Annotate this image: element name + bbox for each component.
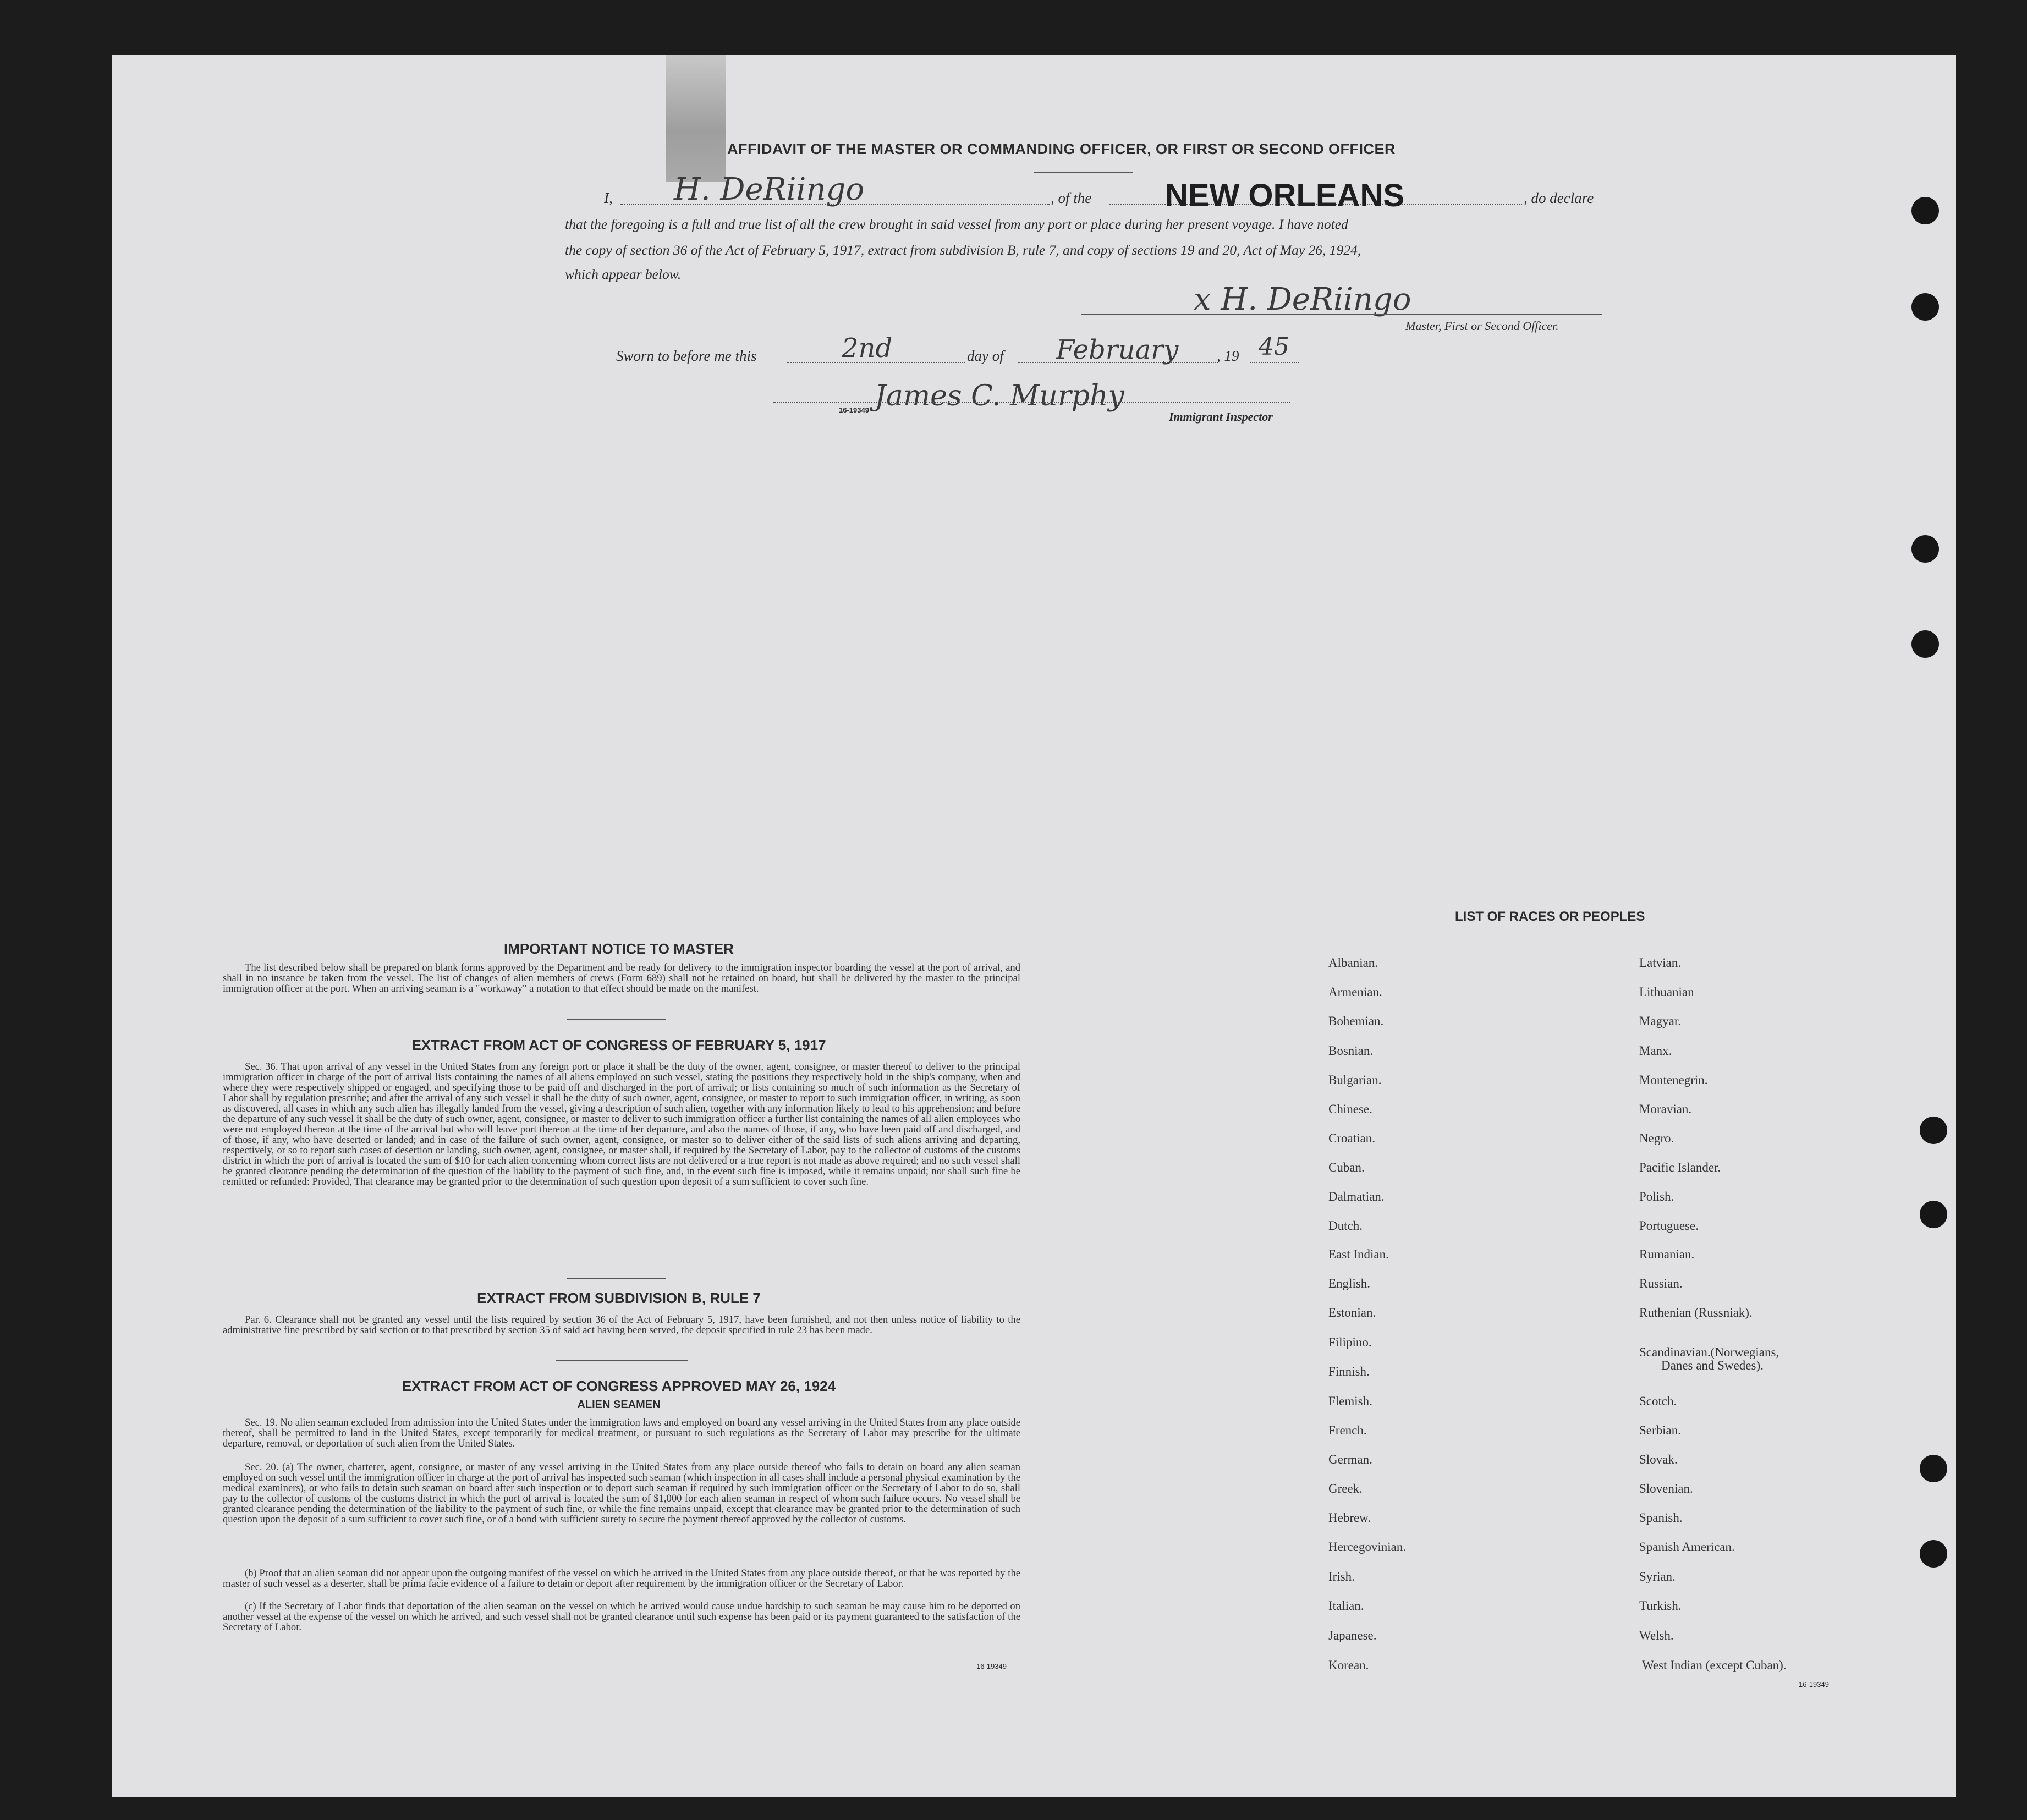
race-left: French. [1328,1423,1367,1437]
rule7-rule [556,1360,688,1361]
race-left: East Indian. [1328,1247,1389,1261]
race-left: Greek. [1328,1482,1363,1495]
race-right: Polish. [1639,1190,1674,1203]
race-left: Bohemian. [1328,1014,1384,1028]
race-left: Cuban. [1328,1161,1365,1174]
binder-hole [1911,535,1939,563]
sworn-year: 45 [1259,333,1289,361]
race-right: Montenegrin. [1639,1073,1708,1087]
race-right: Portuguese. [1639,1219,1699,1233]
extract-1924-subtitle: ALIEN SEAMEN [577,1399,661,1411]
race-right: Negro. [1639,1131,1674,1145]
race-left: Japanese. [1328,1629,1377,1642]
binder-hole [1920,1455,1947,1482]
day-of-label: day of [967,348,1004,364]
notice-text: The list described below shall be prepared on blank forms approved by the Department and be ready for delivery to the immigration inspector boarding the vessel at the port of arrival, and shall in no instance be taken from the vessel. The list of changes of alien members of crews (Form 689) shall not be retained on board, but shall be delivered by the master to the principal immigration officer at the port. When an arriving seaman is a "workaway" a notation to that effect should be made on the manifest. [223,963,1020,994]
race-right: Turkish. [1639,1599,1682,1613]
inspector-line [773,402,1290,403]
officer-signature: x H. DeRiingo [1194,282,1411,317]
affidavit-line-2: that the foregoing is a full and true list of all the crew brought in said vessel from any port or place during her present voyage. I have noted [565,216,1348,232]
race-left: Chinese. [1328,1102,1372,1116]
race-right: Latvian. [1639,956,1681,970]
signer-name: H. DeRiingo [674,172,865,207]
sworn-prefix: Sworn to before me this [616,348,757,364]
binder-hole [1920,1540,1947,1568]
race-right: West Indian (except Cuban). [1642,1658,1787,1672]
race-right: Slovenian. [1639,1482,1693,1495]
race-left: Bosnian. [1328,1044,1374,1058]
binder-hole [1920,1201,1947,1228]
race-left: Hercegovinian. [1328,1540,1407,1554]
race-right: Serbian. [1639,1423,1682,1437]
race-right: Lithuanian [1639,985,1694,999]
binder-hole [1911,293,1939,321]
race-right: Danes and Swedes). [1661,1359,1764,1372]
race-left: Filipino. [1328,1335,1372,1349]
inspector-signature: James C. Murphy [875,380,1124,413]
race-left: Armenian. [1328,985,1382,999]
vessel-name: NEW ORLEANS [1165,178,1404,213]
affidavit-title: AFFIDAVIT OF THE MASTER OR COMMANDING OFFICER, OR FIRST OR SECOND OFFICER [727,141,1396,157]
race-left: Dutch. [1328,1219,1363,1233]
race-left: Finnish. [1328,1365,1370,1378]
race-left: English. [1328,1277,1371,1290]
race-left: Irish. [1328,1570,1355,1583]
affidavit-line-4: which appear below. [565,266,682,282]
race-right: Slovak. [1639,1453,1678,1466]
notice-rule [567,1019,666,1020]
officer-caption: Master, First or Second Officer. [1405,319,1559,333]
binder-hole [1920,1117,1947,1144]
sec19-text: Sec. 19. No alien seaman excluded from admission into the United States under the immigration laws and employed on board any vessel arriving in the United States from any place outside thereof, shall be permitted to land in the United States, except temporarily for medical treatment, or pursuant to such regulations as the Secretary of Labor may prescribe for the ultimate departure, removal, or deportation of such alien from the United States. [223,1417,1020,1449]
rule7-text: Par. 6. Clearance shall not be granted any vessel until the lists required by section 36 of the Act of February 5, 1917, have been furnished, and not then unless notice of liability to the administrative fine prescribed by said section or to that prescribed by section 35 of said act having been served, the deposit specified in rule 23 has been made. [223,1315,1020,1336]
affidavit-i-label: I, [604,190,613,206]
race-right: Russian. [1639,1277,1683,1290]
tape-strip [666,55,726,182]
sec20c-text: (c) If the Secretary of Labor finds that deportation of the alien seaman on the vessel on which he arrived would cause undue hardship to such seaman he may cause him to be deported on another vessel at the expense of the vessel on which he arrived, and such vessel shall not be granted clearance until such expense has been paid or its payment guaranteed to the satisfaction of the Secretary of Labor. [223,1601,1020,1633]
form-number-right: 16-19349 [1799,1680,1829,1689]
race-right: Spanish American. [1639,1540,1735,1554]
race-right: Scandinavian.(Norwegians, [1639,1345,1779,1359]
extract-1917-rule [567,1278,666,1279]
rule7-title: EXTRACT FROM SUBDIVISION B, RULE 7 [477,1290,761,1306]
race-right: Pacific Islander. [1639,1161,1721,1174]
race-right: Welsh. [1639,1629,1674,1642]
race-left: Italian. [1328,1599,1364,1613]
title-rule [1034,172,1133,173]
races-title: LIST OF RACES OR PEOPLES [1455,909,1645,924]
race-left: Dalmatian. [1328,1190,1385,1203]
race-right: Syrian. [1639,1570,1676,1583]
race-left: Flemish. [1328,1394,1372,1408]
extract-1917-title: EXTRACT FROM ACT OF CONGRESS OF FEBRUARY 5, 1917 [411,1037,826,1053]
race-right: Magyar. [1639,1014,1682,1028]
race-right: Spanish. [1639,1511,1683,1525]
race-left: German. [1328,1453,1372,1466]
year-prefix: , 19 [1217,348,1239,364]
sec20a-text: Sec. 20. (a) The owner, charterer, agent, consignee, or master of any vessel arriving in the United States from any place outside thereof who fails to detain on board any alien seaman employed on such vessel until the immigration officer in charge at the port of arrival has inspected such seaman (which inspection in all cases shall include a personal physical examination by the medical examiners), or who fails to detain such seaman on board after such inspection or to deport such seaman if required by such immigration officer or the Secretary of Labor to do so, shall pay to the collector of customs of the customs district in which the port of arrival is located the sum of $1,000 for each alien seaman in respect of whom such failure occurs. No vessel shall be granted clearance pending the determination of the liability to the payment of such fine, or while the fine remains unpaid, except that clearance may be granted prior to the determination of such question upon the deposit of a sum sufficient to cover such fine, or of a bond with sufficient surety to secure the payment thereof approved by the collector of customs. [223,1462,1020,1525]
race-left: Hebrew. [1328,1511,1371,1525]
extract-1924-title: EXTRACT FROM ACT OF CONGRESS APPROVED MAY 26, 1924 [402,1378,836,1394]
race-right: Rumanian. [1639,1247,1695,1261]
binder-hole [1911,630,1939,658]
form-number-left: 16-19349 [976,1662,1007,1670]
affidavit-line-3: the copy of section 36 of the Act of February 5, 1917, extract from subdivision B, rule 7, and copy of sections 19 and 20, Act of May 26, 1924, [565,242,1361,258]
race-left: Albanian. [1328,956,1378,970]
race-left: Korean. [1328,1658,1369,1672]
sworn-month: February [1056,334,1179,365]
race-left: Croatian. [1328,1131,1375,1145]
sec20b-text: (b) Proof that an alien seaman did not appear upon the outgoing manifest of the vessel on which he arrived in the United States from any place outside thereof, or that he was reported by the master of such vessel as a deserter, shall be prima facie evidence of a failure to detain or deport after requirement by the immigration officer or the Secretary of Labor. [223,1568,1020,1590]
do-declare-label: , do declare [1524,190,1594,206]
inspector-caption: Immigrant Inspector [1169,410,1273,424]
race-right: Moravian. [1639,1102,1692,1116]
officer-signature-line [1081,314,1602,315]
race-left: Estonian. [1328,1306,1376,1319]
sworn-year-line [1250,362,1299,363]
form-number-top: 16-19349 [839,406,869,414]
race-left: Bulgarian. [1328,1073,1382,1087]
notice-title: IMPORTANT NOTICE TO MASTER [504,941,734,957]
extract-1917-text: Sec. 36. That upon arrival of any vessel in the United States from any foreign port or place it shall be the duty of the owner, agent, consignee, or master thereof to deliver to the principal immigration officer in charge of the port of arrival lists containing the names of all aliens employed on such vessel, stating the positions they respectively hold in the ship's company, when and where they were respectively shipped or engaged, and specifying those to be paid off and discharged in the port of arrival; or lists containing so much of such information as the Secretary of Labor shall by regulation prescribe; and after the arrival of any such vessel it shall be the duty of such owner, agent, consignee, or master to report to such immigration officer, in writing, as soon as discovered, all cases in which any such alien has illegally landed from the vessel, giving a description of such alien, together with any information likely to lead to his apprehension; and before the departure of any such vessel it shall be the duty of such owner, agent, consignee, or master to deliver to such immigration officer a further list containing the names of all alien employees who were not employed thereon at the time of the arrival but who will leave port thereon at the time of her departure, and also the names of those, if any, who have been paid off and discharged, and of those, if any, who have deserted or landed; and in case of the failure of such owner, agent, consignee, or master so to deliver either of the said lists of such aliens arriving and departing, respectively, or so to report such cases of desertion or landing, such owner, agent, consignee, or master shall, if required by the Secretary of Labor, pay to the collector of customs of the customs district in which the port of arrival is located the sum of $10 for each alien concerning whom correct lists are not delivered or a true report is not made as above required; and no such vessel shall be granted clearance pending the determination of the question of the liability to the payment of such fine, and, in the event such fine is imposed, while it remains unpaid; nor shall such fine be remitted or refunded: Provided, That clearance may be granted prior to the determination of such question upon deposit of a sum sufficient to cover such fine. [223,1062,1020,1187]
race-right: Scotch. [1639,1394,1677,1408]
of-the-label: , of the [1051,190,1092,206]
race-right: Manx. [1639,1044,1672,1058]
race-right: Ruthenian (Russniak). [1639,1306,1753,1319]
sworn-day: 2nd [842,333,893,364]
binder-hole [1911,197,1939,224]
